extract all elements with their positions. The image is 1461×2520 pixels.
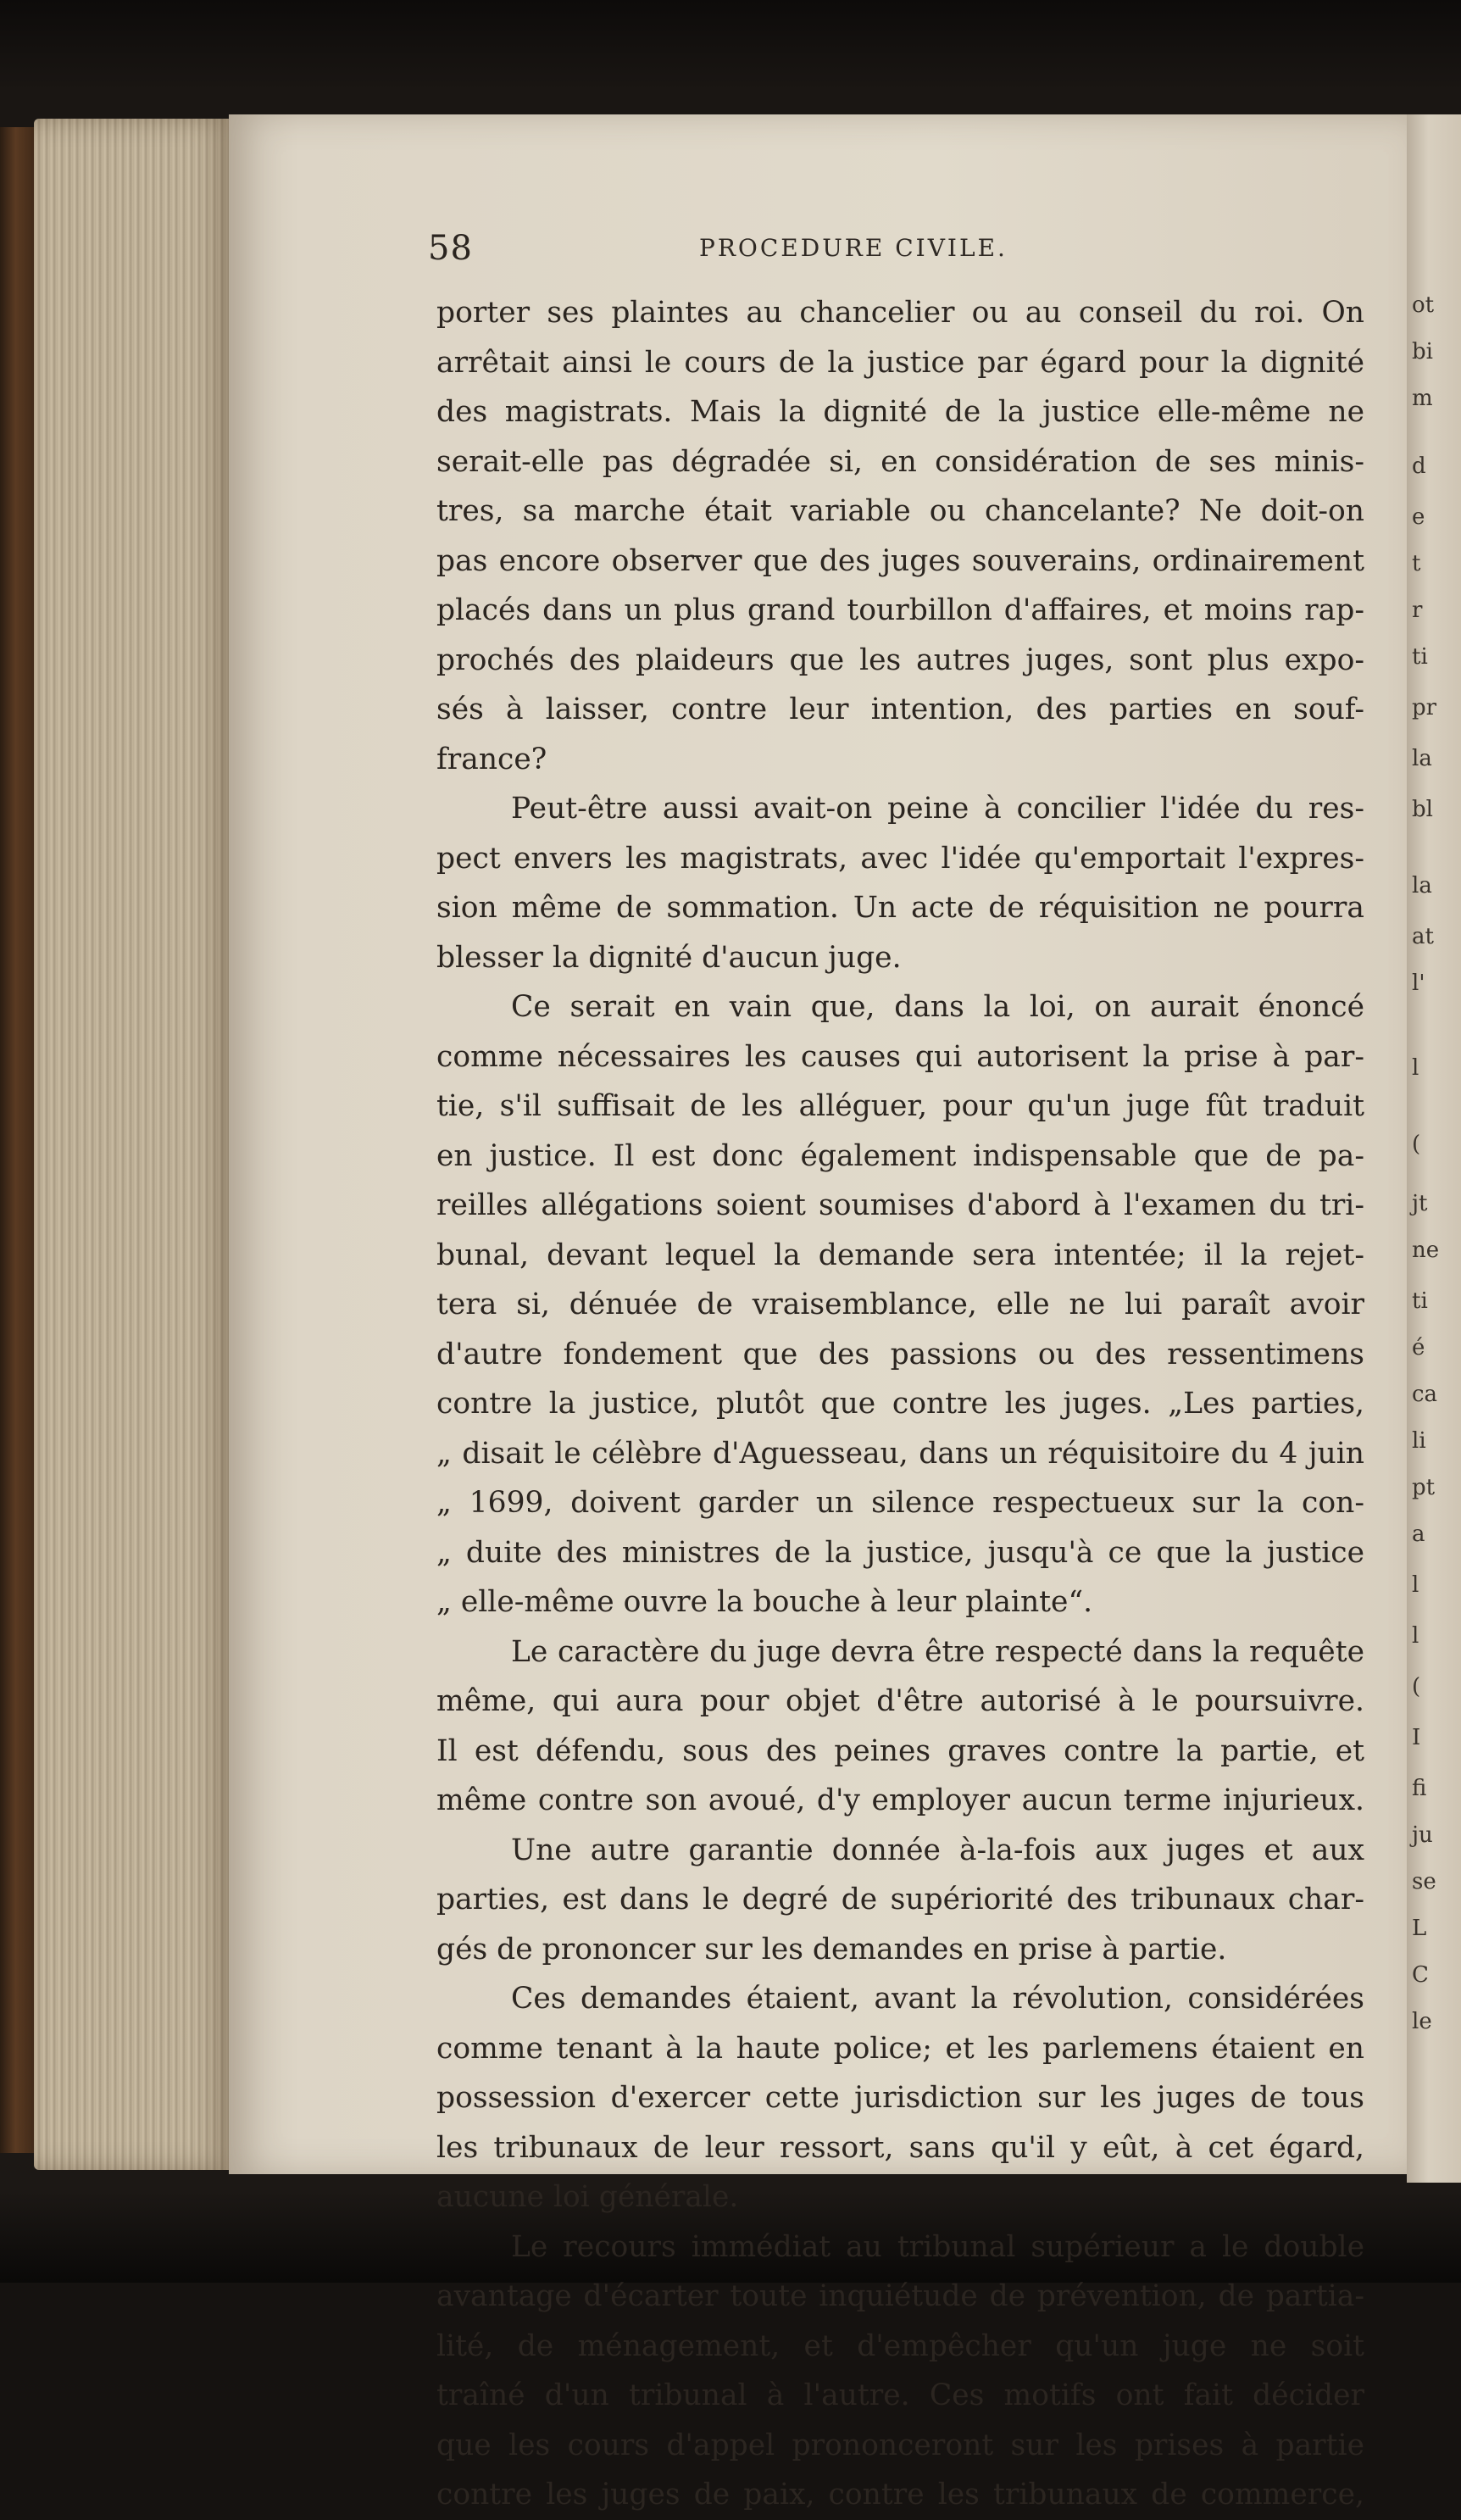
- text-line: „ 1699, doivent garder un silence respectueux sur la con-: [436, 1486, 1364, 1520]
- text-line: des magistrats. Mais la dignité de la justice elle-même ne: [436, 395, 1364, 429]
- text-line: lité, de ménagement, et d'empêcher qu'un juge ne soit: [436, 2328, 1364, 2363]
- text-line: reilles allégations soient soumises d'abord à l'examen du tri-: [436, 1188, 1364, 1222]
- facing-page-fragment: l: [1412, 1055, 1419, 1081]
- running-title: PROCEDURE CIVILE.: [699, 234, 1008, 262]
- facing-page-fragment: d: [1412, 453, 1426, 479]
- text-line: Le recours immédiat au tribunal supérieur a le double: [511, 2229, 1364, 2264]
- facing-page-fragment: pt: [1412, 1475, 1436, 1500]
- facing-page-fragment: li: [1412, 1428, 1426, 1454]
- facing-page-fragment: t: [1412, 551, 1421, 576]
- facing-page-edge: [1407, 114, 1461, 2183]
- facing-page-fragment: é: [1412, 1335, 1425, 1360]
- facing-page-fragment: C: [1412, 1962, 1429, 1988]
- text-line: comme nécessaires les causes qui autorisent la prise à par-: [436, 1039, 1364, 1074]
- text-line: tera si, dénuée de vraisemblance, elle ne lui paraît avoir: [436, 1288, 1364, 1321]
- text-line: sion même de sommation. Un acte de réquisition ne pourra: [436, 891, 1364, 925]
- text-line: les tribunaux de leur ressort, sans qu'il y eût, à cet égard,: [436, 2130, 1364, 2165]
- text-line: Peut-être aussi avait-on peine à concilier l'idée du res-: [511, 792, 1364, 826]
- facing-page-fragment: l: [1412, 1572, 1419, 1598]
- facing-page-fragment: l': [1412, 971, 1425, 996]
- text-line: même contre son avoué, d'y employer aucun terme injurieux.: [436, 1783, 1364, 1817]
- text-line: contre la justice, plutôt que contre les juges. „Les parties,: [436, 1387, 1364, 1421]
- text-line: d'autre fondement que des passions ou des ressentimens: [436, 1337, 1364, 1371]
- facing-page-fragment: se: [1412, 1869, 1436, 1894]
- facing-page-fragment: ti: [1412, 1288, 1428, 1314]
- text-line: france?: [436, 742, 547, 776]
- text-line: Le caractère du juge devra être respecté dans la requête: [511, 1634, 1364, 1669]
- facing-page-fragment: jt: [1412, 1191, 1428, 1216]
- facing-page-fragment: ne: [1412, 1238, 1440, 1263]
- facing-page-fragment: le: [1412, 2009, 1432, 2034]
- text-line: aucune loi générale.: [436, 2180, 739, 2214]
- facing-page-fragment: at: [1412, 924, 1434, 949]
- text-line: comme tenant à la haute police; et les parlemens étaient en: [436, 2031, 1364, 2066]
- text-line: Ce serait en vain que, dans la loi, on aurait énoncé: [511, 990, 1364, 1024]
- text-line: contre les juges de paix, contre les tribunaux de commerce,: [436, 2478, 1364, 2512]
- text-line: Il est défendu, sous des peines graves contre la partie, et: [436, 1733, 1364, 1768]
- facing-page-fragment: l: [1412, 1623, 1419, 1649]
- text-line: que les cours d'appel prononceront sur les prises à partie: [436, 2428, 1364, 2462]
- facing-page-fragment: e: [1412, 504, 1425, 530]
- text-line: „ disait le célèbre d'Aguesseau, dans un réquisitoire du 4 juin: [436, 1436, 1364, 1471]
- text-line: tres, sa marche était variable ou chancelante? Ne doit-on: [436, 494, 1364, 528]
- facing-page-fragment: pr: [1412, 695, 1437, 720]
- text-line: bunal, devant lequel la demande sera intentée; il la rejet-: [436, 1238, 1364, 1272]
- facing-page-fragment: la: [1412, 873, 1432, 898]
- text-line: même, qui aura pour objet d'être autorisé à le poursuivre.: [436, 1684, 1364, 1718]
- text-line: pect envers les magistrats, avec l'idée qu'emportait l'expres-: [436, 841, 1364, 876]
- body-text: [436, 288, 1364, 2520]
- facing-page-fragment: ju: [1412, 1822, 1433, 1848]
- page-header: [428, 229, 1191, 280]
- text-line: gés de prononcer sur les demandes en prise à partie.: [436, 1932, 1227, 1966]
- facing-page-fragment: r: [1412, 598, 1423, 623]
- text-line: placés dans un plus grand tourbillon d'affaires, et moins rap-: [436, 593, 1364, 627]
- page-stack-edge: [34, 119, 233, 2170]
- text-line: parties, est dans le degré de supériorité des tribunaux char-: [436, 1883, 1364, 1916]
- text-line: sés à laisser, contre leur intention, des parties en souf-: [436, 693, 1364, 726]
- facing-page-fragment: ti: [1412, 644, 1428, 670]
- text-line: blesser la dignité d'aucun juge.: [436, 940, 902, 975]
- facing-page-fragment: L: [1412, 1916, 1427, 1941]
- facing-page-fragment: I: [1412, 1725, 1421, 1750]
- facing-page-fragment: m: [1412, 386, 1433, 411]
- text-line: serait-elle pas dégradée si, en considération de ses minis-: [436, 444, 1364, 479]
- facing-page-fragment: ot: [1412, 292, 1435, 318]
- text-line: prochés des plaideurs que les autres juges, sont plus expo-: [436, 643, 1364, 677]
- text-line: pas encore observer que des juges souverains, ordinairement: [436, 543, 1364, 578]
- text-line: en justice. Il est donc également indispensable que de pa-: [436, 1138, 1364, 1173]
- text-line: Ces demandes étaient, avant la révolution, considérées: [511, 1982, 1364, 2016]
- text-line: tie, s'il suffisait de les alléguer, pour qu'un juge fût traduit: [436, 1089, 1364, 1123]
- page-number: 58: [428, 229, 473, 268]
- text-line: traîné d'un tribunal à l'autre. Ces motifs ont fait décider: [436, 2378, 1364, 2412]
- text-line: avantage d'écarter toute inquiétude de prévention, de partia-: [436, 2279, 1364, 2313]
- text-line: possession d'exercer cette jurisdiction sur les juges de tous: [436, 2081, 1364, 2115]
- text-line: porter ses plaintes au chancelier ou au conseil du roi. On: [436, 296, 1364, 330]
- facing-page-fragment: bl: [1412, 797, 1433, 822]
- facing-page-fragment: fi: [1412, 1776, 1427, 1801]
- text-line: Une autre garantie donnée à-la-fois aux juges et aux: [511, 1833, 1364, 1867]
- facing-page-fragment: (: [1412, 1132, 1421, 1157]
- facing-page-fragment: la: [1412, 746, 1432, 771]
- text-line: arrêtait ainsi le cours de la justice par égard pour la dignité: [436, 345, 1364, 380]
- facing-page-fragment: a: [1412, 1521, 1425, 1547]
- facing-page-fragment: bi: [1412, 339, 1433, 364]
- text-line: „ elle-même ouvre la bouche à leur plainte“.: [436, 1585, 1093, 1619]
- facing-page-fragment: (: [1412, 1674, 1421, 1699]
- facing-page-fragment: ca: [1412, 1382, 1438, 1407]
- text-line: „ duite des ministres de la justice, jusqu'à ce que la justice: [436, 1535, 1364, 1570]
